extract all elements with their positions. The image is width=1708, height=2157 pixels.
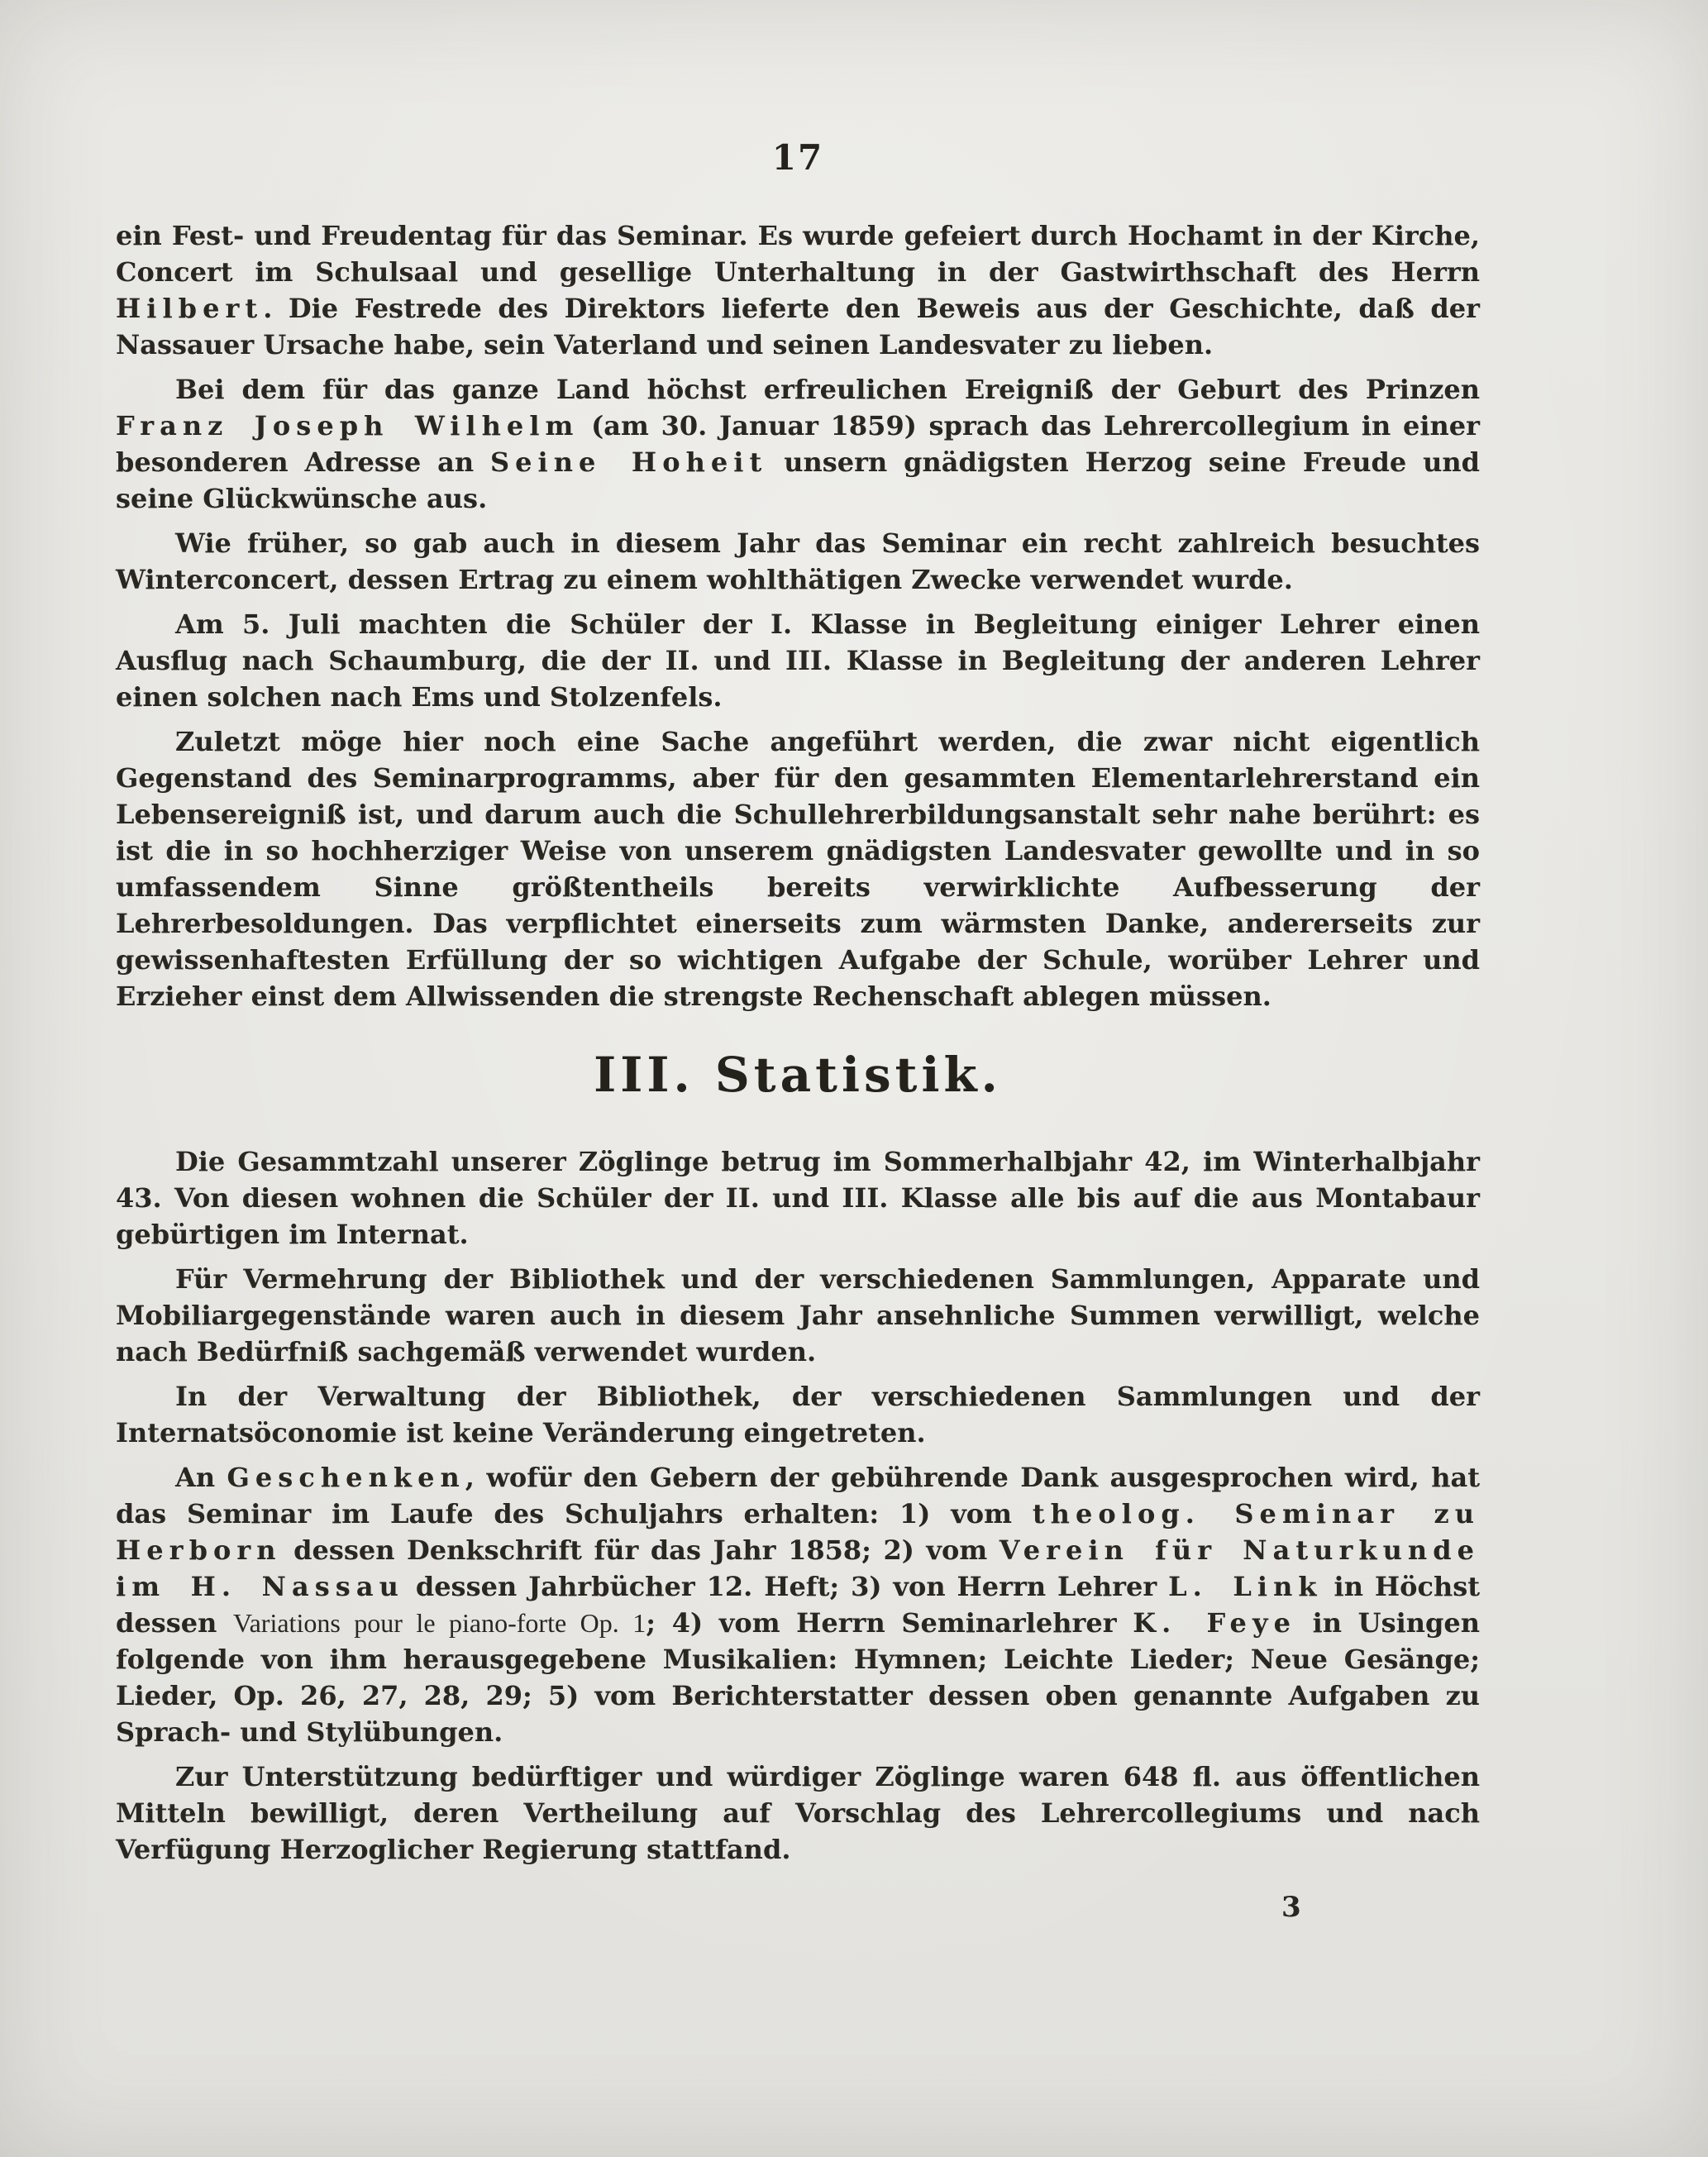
- signature-mark: 3: [1281, 1891, 1301, 1924]
- emphasized-text-run: L. Link: [1168, 1571, 1323, 1602]
- text-run: , wofür den Gebern der gebührende Dank ausgesprochen wird, hat das Seminar im Laufe des Schuljahrs erhalten: 1) vom: [116, 1462, 1481, 1529]
- text-run: An: [175, 1462, 227, 1493]
- paragraph: [116, 1143, 1480, 1253]
- text-run: . Die Festrede des Direktors lieferte den Beweis aus der Geschichte, daß der Nassauer Ursache habe, sein Vaterland und seinen Landesvater zu lieben.: [116, 293, 1480, 360]
- text-run: ein Fest- und Freudentag für das Seminar. Es wurde gefeiert durch Hochamt in der Kirche, Concert im Schulsaal und gesellige Unterhaltung in der Gastwirthschaft des Herrn: [116, 220, 1480, 288]
- text-run: in Höchst dessen: [116, 1571, 1481, 1639]
- emphasized-text-run: Geschenken: [227, 1462, 465, 1493]
- text-run: (am 30. Januar 1859) sprach das Lehrercollegium in einer besonderen Adresse an: [116, 410, 1480, 478]
- paragraph: [116, 371, 1480, 517]
- text-run: unsern gnädigsten Herzog seine Freude und seine Glückwünsche aus.: [116, 446, 1481, 514]
- paragraph: [116, 1261, 1480, 1370]
- text-run: dessen Denkschrift für das Jahr 1858; 2) vom: [281, 1534, 1000, 1566]
- text-block-bottom: [116, 1143, 1480, 1868]
- text-run: dessen Jahrbücher 12. Heft; 3) von Herrn Lehrer: [403, 1571, 1169, 1602]
- text-run: Am 5. Juli machten die Schüler der I. Klasse in Begleitung einiger Lehrer einen Ausflug nach Schaumburg, die der II. und III. Klasse in Begleitung der anderen Lehrer einen solchen nach Ems und Stolzenfels.: [116, 608, 1480, 713]
- section-heading: III. Statistik.: [594, 1047, 1002, 1103]
- page-number: 17: [771, 137, 824, 178]
- paragraph: [116, 1759, 1480, 1868]
- text-run: ; 4) vom Herrn Seminarlehrer: [646, 1607, 1133, 1639]
- emphasized-text-run: Hilbert: [116, 293, 264, 324]
- text-block-top: [116, 217, 1480, 1014]
- emphasized-text-run: theolog. Seminar zu Herborn: [116, 1498, 1481, 1566]
- text-run: In der Verwaltung der Bibliothek, der verschiedenen Sammlungen und der Internatsöconomie ist keine Veränderung eingetreten.: [116, 1381, 1480, 1448]
- paragraph: [116, 1378, 1480, 1451]
- paragraph: [116, 723, 1480, 1014]
- text-run: Wie früher, so gab auch in diesem Jahr das Seminar ein recht zahlreich besuchtes Winterconcert, dessen Ertrag zu einem wohlthätigen Zwecke verwendet wurde.: [116, 527, 1480, 595]
- paragraph: [116, 606, 1480, 715]
- text-run: Zur Unterstützung bedürftiger und würdiger Zöglinge waren 648 fl. aus öffentlichen Mitteln bewilligt, deren Vertheilung auf Vorschlag des Lehrercollegiums und nach Verfügung Herzoglicher Regierung stattfand.: [116, 1761, 1480, 1865]
- paragraph: [116, 217, 1480, 363]
- emphasized-text-run: Seine Hoheit: [489, 446, 768, 478]
- text-run: in Usingen folgende von ihm herausgegebene Musikalien: Hymnen; Leichte Lieder; Neue Gesänge; Lieder, Op. 26, 27, 28, 29; 5) vom Berichterstatter dessen oben genannte Aufgaben zu Sprach- und Stylübungen.: [116, 1607, 1481, 1748]
- emphasized-text-run: K. Feye: [1133, 1607, 1296, 1639]
- latin-text-run: Variations pour le piano-forte Op. 1: [233, 1608, 646, 1638]
- page-content: [116, 136, 1480, 1924]
- paragraph: [116, 1459, 1480, 1750]
- emphasized-text-run: Franz Joseph Wilhelm: [116, 410, 580, 441]
- text-run: Bei dem für das ganze Land höchst erfreulichen Ereigniß der Geburt des Prinzen: [175, 374, 1480, 405]
- text-run: Zuletzt möge hier noch eine Sache angeführt werden, die zwar nicht eigentlich Gegenstand des Seminarprogramms, aber für den gesammten Elementarlehrerstand ein Lebensereigniß ist, und darum auch die Schullehrerbildungsanstalt sehr nahe berührt: es ist die in so hochherziger Weise von unserem gnädigsten Landesvater gewollte und in so umfassendem Sinne größtentheils bereits verwirklichte Aufbesserung der Lehrerbesoldungen. Das verpflichtet einerseits zum wärmsten Danke, andererseits zur gewissenhaftesten Erfüllung der so wichtigen Aufgabe der Schule, worüber Lehrer und Erzieher einst dem Allwissenden die strengste Rechenschaft ablegen müssen.: [116, 726, 1480, 1012]
- text-run: Für Vermehrung der Bibliothek und der verschiedenen Sammlungen, Apparate und Mobiliargegenstände waren auch in diesem Jahr ansehnliche Summen verwilligt, welche nach Bedürfniß sachgemäß verwendet wurden.: [116, 1263, 1480, 1367]
- emphasized-text-run: Verein für Naturkunde im H. Nassau: [116, 1534, 1481, 1602]
- paragraph: [116, 525, 1480, 598]
- text-run: Die Gesammtzahl unserer Zöglinge betrug im Sommerhalbjahr 42, im Winterhalbjahr 43. Von diesen wohnen die Schüler der II. und III. Klasse alle bis auf die aus Montabaur gebürtigen im Internat.: [116, 1146, 1480, 1250]
